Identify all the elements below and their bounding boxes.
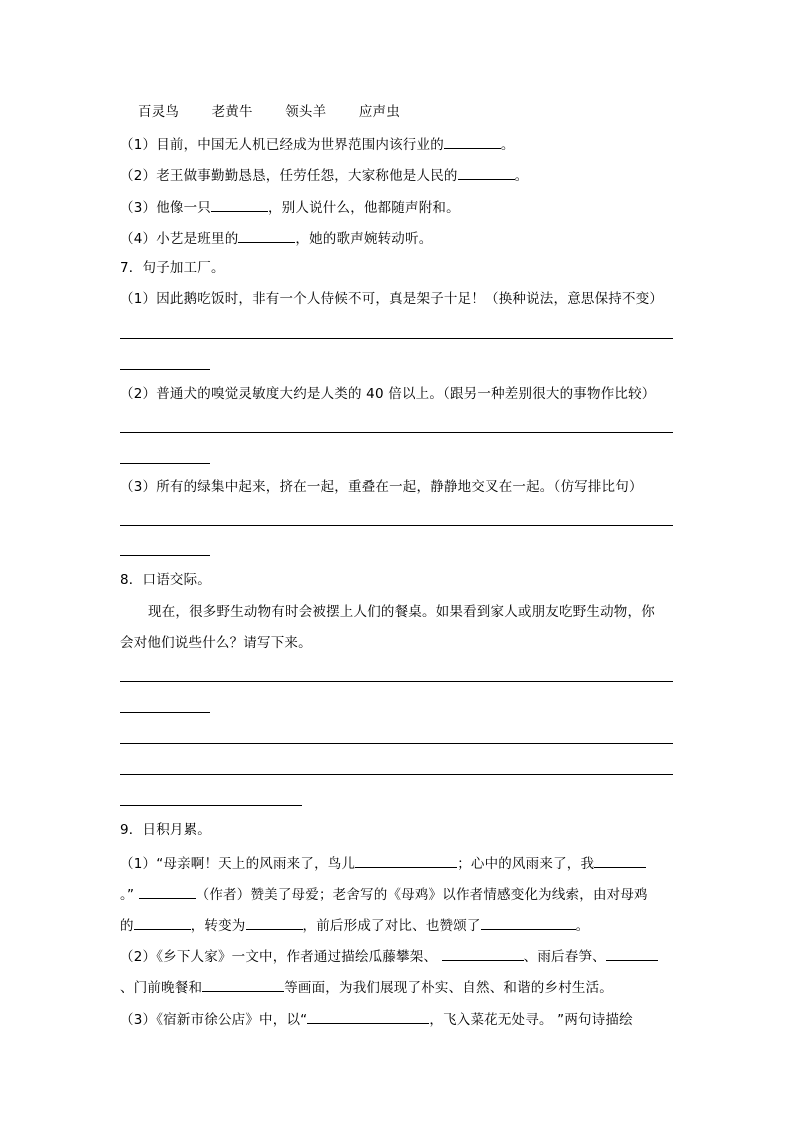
q8-prompt-line1: 现在，很多野生动物有时会被摆上人们的餐桌。如果看到家人或朋友吃野生动物，你: [148, 604, 655, 620]
answer-blank[interactable]: [238, 228, 295, 243]
q6-item-3: （3）他像一只 ，别人说什么，他都随声附和。: [120, 197, 460, 217]
q9-item-1-line3: 的 ，转变为 ，前后形成了对比、也赞颂了 。: [120, 915, 589, 935]
q7-item-3: （3）所有的绿集中起来，挤在一起，重叠在一起，静静地交叉在一起。（仿写排比句）: [120, 479, 643, 495]
q6-item-2: （2）老王做事勤勤恳恳，任劳任怨，大家称他是人民的 。: [120, 165, 528, 185]
q8-prompt-line2: 会对他们说些什么？请写下来。: [120, 635, 312, 651]
q7-item-2: （2）普通犬的嗅觉灵敏度大约是人类的 40 倍以上。（跟另一种差别很大的事物作比较）: [120, 386, 656, 402]
word-option: 老黄牛: [211, 104, 253, 120]
word-option: 百灵鸟: [138, 104, 180, 120]
answer-line[interactable]: [120, 805, 302, 806]
q9-item-1-line2: 。” （作者）赞美了母爱；老舍写的《母鸡》以作者情感变化为线索，由对母鸡: [120, 884, 648, 904]
answer-line[interactable]: [120, 338, 673, 339]
answer-blank[interactable]: [481, 915, 576, 930]
q6-item-4: （4）小艺是班里的 ，她的歌声婉转动听。: [120, 228, 432, 248]
answer-blank[interactable]: [246, 915, 303, 930]
q9-item-3-line1: （3）《宿新市徐公店》中，以“ ，飞入菜花无处寻。 ”两句诗描绘: [120, 1009, 633, 1029]
answer-line[interactable]: [120, 463, 210, 464]
answer-blank[interactable]: [444, 134, 501, 149]
q8-title: 8．口语交际。: [120, 572, 211, 588]
answer-blank[interactable]: [594, 853, 646, 868]
answer-blank[interactable]: [355, 853, 457, 868]
answer-line[interactable]: [120, 712, 210, 713]
q6-item-1: （1）目前，中国无人机已经成为世界范围内该行业的 。: [120, 134, 515, 154]
answer-line[interactable]: [120, 432, 673, 433]
answer-blank[interactable]: [442, 946, 524, 961]
answer-line[interactable]: [120, 774, 673, 775]
answer-blank[interactable]: [307, 1009, 429, 1024]
answer-line[interactable]: [120, 743, 673, 744]
answer-blank[interactable]: [211, 197, 268, 212]
answer-blank[interactable]: [202, 977, 284, 992]
answer-blank[interactable]: [139, 884, 196, 899]
q9-item-2-line2: 、门前晚餐和 等画面，为我们展现了朴实、自然、和谐的乡村生活。: [120, 977, 613, 997]
q7-title: 7．句子加工厂。: [120, 260, 225, 276]
q9-item-2-line1: （2）《乡下人家》一文中，作者通过描绘瓜藤攀架、 、雨后春笋、: [120, 946, 658, 966]
answer-line[interactable]: [120, 525, 673, 526]
answer-line[interactable]: [120, 555, 210, 556]
answer-line[interactable]: [120, 681, 673, 682]
answer-blank[interactable]: [134, 915, 191, 930]
q7-item-1: （1）因此鹅吃饭时，非有一个人侍候不可，真是架子十足！（换种说法，意思保持不变）: [120, 291, 664, 307]
word-bank: [138, 103, 428, 121]
answer-blank[interactable]: [458, 165, 515, 180]
q9-item-1-line1: （1）“母亲啊！天上的风雨来了，鸟儿 ；心中的风雨来了，我: [120, 853, 646, 873]
word-option: 领头羊: [285, 104, 327, 120]
word-option: 应声虫: [358, 104, 400, 120]
q9-title: 9．日积月累。: [120, 822, 211, 838]
answer-blank[interactable]: [606, 946, 658, 961]
answer-line[interactable]: [120, 369, 210, 370]
